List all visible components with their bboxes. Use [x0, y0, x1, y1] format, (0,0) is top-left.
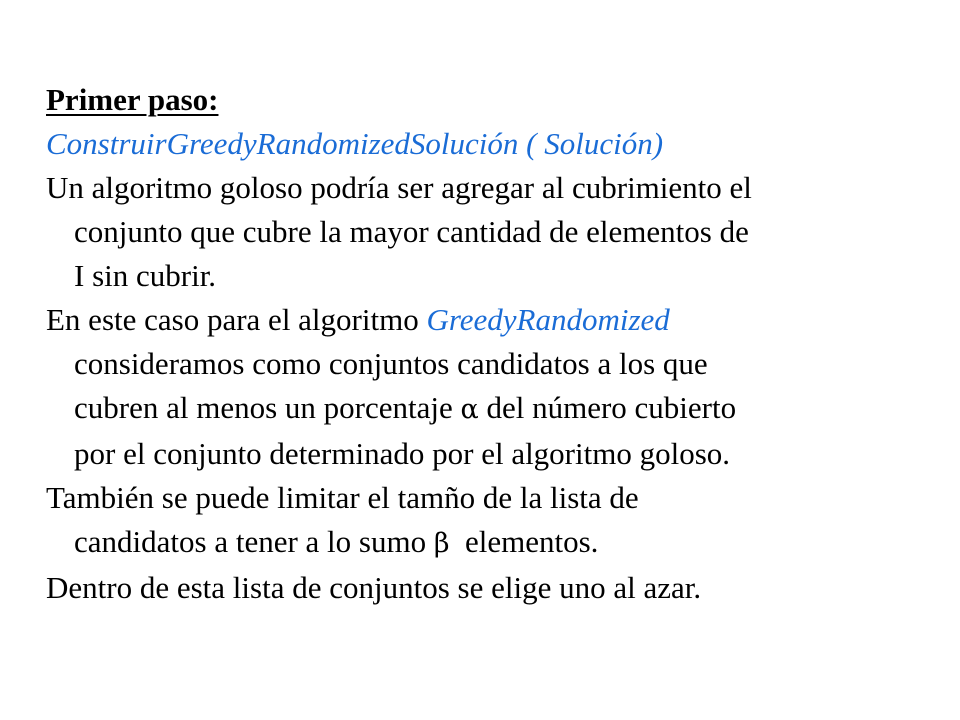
greedy-randomized-term: GreedyRandomized — [426, 302, 670, 337]
paragraph-randomized-line-4: por el conjunto determinado por el algoritmo goloso. — [74, 436, 731, 471]
paragraph-limit — [46, 476, 926, 566]
paragraph-randomized-text: En este caso para el algoritmo — [46, 302, 427, 337]
slide-heading: Primer paso: — [46, 82, 219, 117]
paragraph-randomized-line-3 — [46, 386, 926, 432]
paragraph-greedy-line-3: I sin cubrir. — [74, 258, 217, 293]
paragraph-randomized-line-2: consideramos como conjuntos candidatos a los que — [74, 346, 708, 381]
paragraph-random-choice-line-1: Dentro de esta lista de conjuntos se elige uno al azar. — [46, 570, 702, 605]
paragraph-random-choice — [46, 566, 926, 610]
paragraph-randomized-line-3-end: del número cubierto — [478, 390, 737, 425]
paragraph-greedy — [46, 166, 926, 298]
paragraph-randomized-line-1 — [46, 298, 926, 342]
slide-content — [46, 78, 926, 610]
paragraph-limit-line-2-end: elementos. — [449, 524, 599, 559]
paragraph-randomized-line-3-start: cubren al menos un porcentaje — [74, 390, 461, 425]
alpha-symbol: α — [460, 394, 479, 425]
beta-symbol: β — [433, 528, 450, 559]
paragraph-limit-line-1: También se puede limitar el tamño de la lista de — [46, 480, 639, 515]
paragraph-limit-line-2-start: candidatos a tener a lo sumo — [74, 524, 434, 559]
function-call: ConstruirGreedyRandomizedSolución ( Solución) — [46, 126, 664, 161]
paragraph-greedy-line-2: conjunto que cubre la mayor cantidad de elementos de — [74, 214, 749, 249]
paragraph-limit-line-2 — [46, 520, 926, 566]
paragraph-greedy-line-1: Un algoritmo goloso podría ser agregar al cubrimiento el — [46, 170, 752, 205]
paragraph-randomized — [46, 298, 926, 476]
